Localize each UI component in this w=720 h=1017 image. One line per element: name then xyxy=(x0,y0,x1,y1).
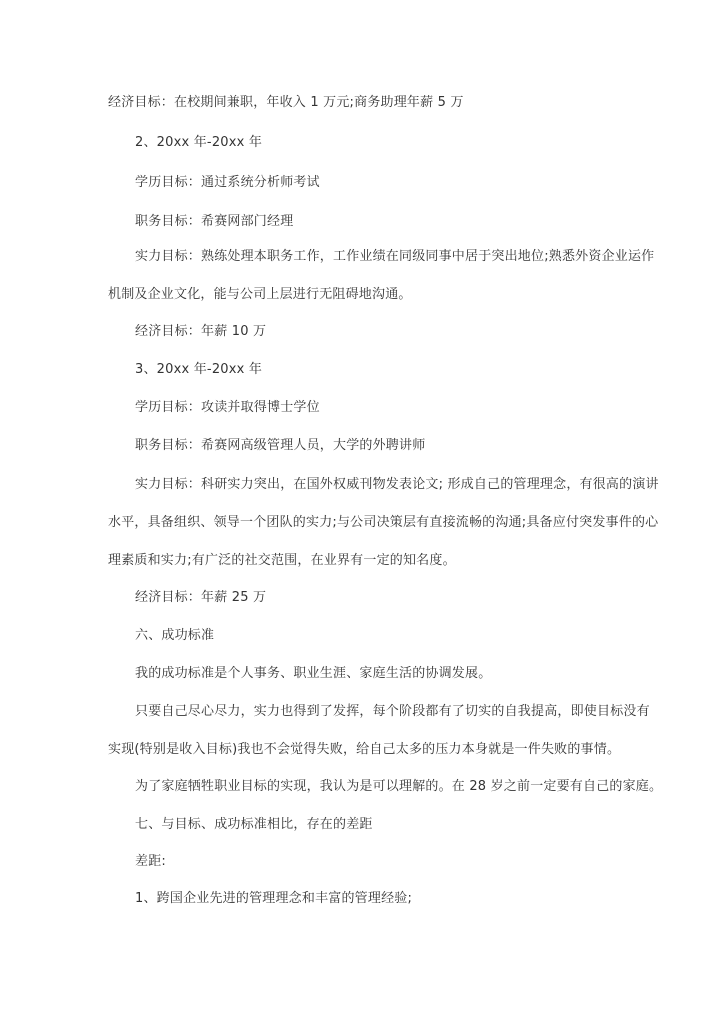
paragraph-line: 经济目标：在校期间兼职，年收入 1 万元;商务助理年薪 5 万 xyxy=(108,95,464,110)
paragraph-line: 实现(特别是收入目标)我也不会觉得失败，给自己太多的压力本身就是一件失败的事情。 xyxy=(108,742,621,757)
section-heading: 七、与目标、成功标准相比，存在的差距 xyxy=(135,817,373,832)
section-heading: 3、20xx 年-20xx 年 xyxy=(135,362,263,377)
paragraph-line: 实力目标：科研实力突出，在国外权威刊物发表论文; 形成自己的管理理念，有很高的演讲 xyxy=(135,477,659,492)
paragraph-line: 水平，具备组织、领导一个团队的实力;与公司决策层有直接流畅的沟通;具备应付突发事件的心 xyxy=(108,515,659,530)
paragraph-line: 差距: xyxy=(135,854,166,869)
paragraph-line: 只要自己尽心尽力，实力也得到了发挥，每个阶段都有了切实的自我提高，即使目标没有 xyxy=(135,704,650,719)
paragraph-line: 为了家庭牺牲职业目标的实现，我认为是可以理解的。在 28 岁之前一定要有自己的家庭。 xyxy=(135,779,663,794)
section-heading: 六、成功标准 xyxy=(135,628,215,643)
paragraph-line: 理素质和实力;有广泛的社交范围，在业界有一定的知名度。 xyxy=(108,553,456,568)
paragraph-line: 学历目标：攻读并取得博士学位 xyxy=(135,400,320,415)
paragraph-line: 经济目标：年薪 10 万 xyxy=(135,324,267,339)
paragraph-line: 职务目标：希赛网部门经理 xyxy=(135,214,294,229)
paragraph-line: 实力目标：熟练处理本职务工作，工作业绩在同级同事中居于突出地位;熟悉外资企业运作 xyxy=(135,249,655,264)
list-item: 1、跨国企业先进的管理理念和丰富的管理经验; xyxy=(135,891,413,906)
paragraph-line: 我的成功标准是个人事务、职业生涯、家庭生活的协调发展。 xyxy=(135,666,492,681)
section-heading: 2、20xx 年-20xx 年 xyxy=(135,135,263,150)
paragraph-line: 职务目标：希赛网高级管理人员，大学的外聘讲师 xyxy=(135,438,426,453)
paragraph-line: 学历目标：通过系统分析师考试 xyxy=(135,175,320,190)
paragraph-line: 经济目标：年薪 25 万 xyxy=(135,590,267,605)
paragraph-line: 机制及企业文化，能与公司上层进行无阻碍地沟通。 xyxy=(108,287,412,302)
